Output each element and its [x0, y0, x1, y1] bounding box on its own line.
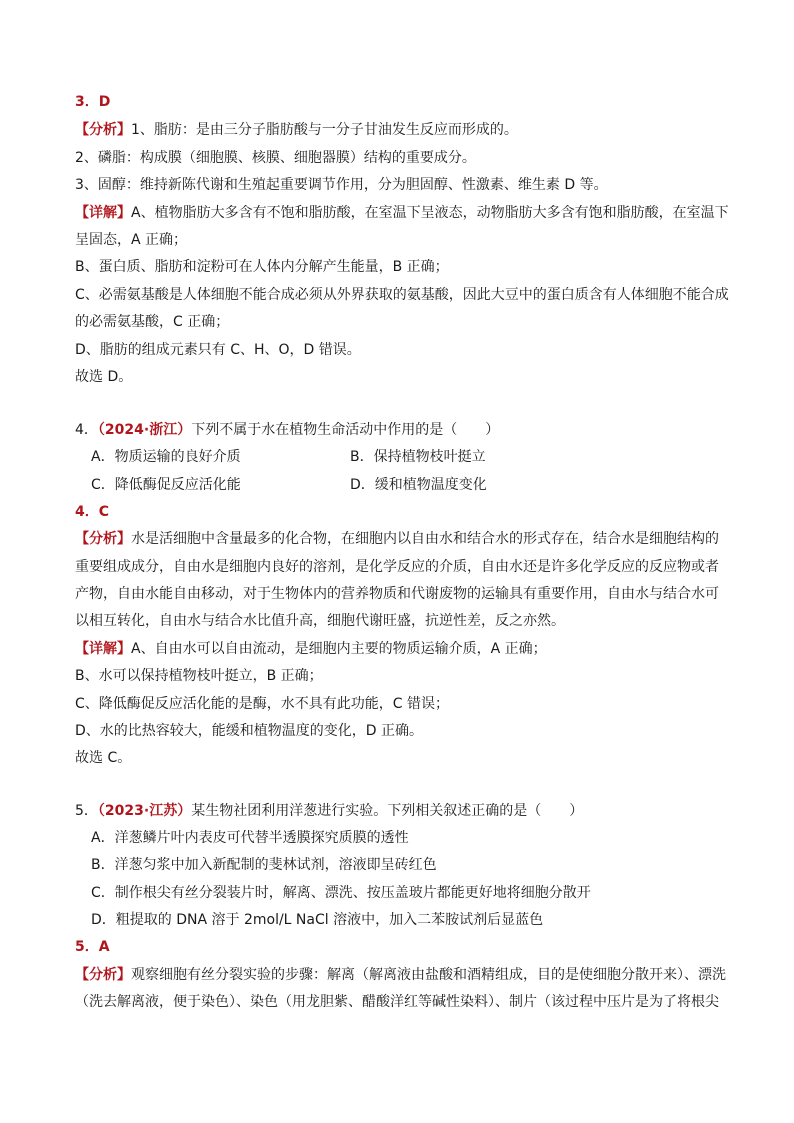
q5-stem: 某生物社团利用洋葱进行实验。下列相关叙述正确的是（ ）	[191, 803, 584, 819]
q5-option-d: D．粗提取的 DNA 溶于 2mol/L NaCl 溶液中，加入二苯胺试剂后显蓝色	[91, 912, 544, 928]
q4-source: （2024·浙江）	[97, 422, 192, 438]
analysis-text: 水是活细胞中含量最多的化合物，在细胞内以自由水和结合水的形式存在，结合水是细胞结构的	[131, 531, 719, 547]
detail-text: A、植物脂肪大多含有不饱和脂肪酸，在室温下呈液态，动物脂肪大多含有饱和脂肪酸，在室温下	[131, 205, 729, 221]
q4-option-c: C．降低酶促反应活化能	[91, 477, 241, 493]
q4-stem-line	[75, 420, 499, 440]
q3-answer: 3．D	[75, 94, 111, 110]
detail-tag: 【详解】	[75, 205, 131, 221]
q5-number: 5．	[75, 803, 98, 819]
q4-number: 4．	[75, 422, 98, 438]
q3-detail-d: D、脂肪的组成元素只有 C、H、O，D 错误。	[75, 342, 361, 358]
analysis-tag: 【分析】	[75, 122, 131, 138]
q4-conclusion: 故选 C。	[75, 750, 132, 766]
q5-option-b: B．洋葱匀浆中加入新配制的斐林试剂，溶液即呈砖红色	[91, 857, 437, 873]
q3-conclusion: 故选 D。	[75, 369, 133, 385]
q4-detail-b: B、水可以保持植物枝叶挺立，B 正确；	[75, 668, 323, 684]
q4-detail-a	[75, 639, 547, 659]
analysis-text: 观察细胞有丝分裂实验的步骤：解离（解离液由盐酸和酒精组成，目的是使细胞分散开来）、漂洗	[131, 967, 726, 983]
analysis-tag: 【分析】	[75, 531, 131, 547]
q4-detail-d: D、水的比热容较大，能缓和植物温度的变化，D 正确。	[75, 723, 424, 739]
q5-answer: 5．A	[75, 939, 110, 955]
q4-analysis-1	[75, 529, 719, 549]
q4-option-b: B．保持植物枝叶挺立	[350, 449, 486, 465]
q4-answer: 4．C	[75, 504, 110, 520]
analysis-tag: 【分析】	[75, 967, 131, 983]
q3-detail-b: B、蛋白质、脂肪和淀粉可在人体内分解产生能量，B 正确；	[75, 259, 449, 275]
q4-analysis-4: 以相互转化，自由水与结合水比值升高，细胞代谢旺盛，抗逆性差，反之亦然。	[75, 613, 565, 629]
q5-option-a: A．洋葱鳞片叶内表皮可代替半透膜探究质膜的透性	[91, 830, 409, 846]
q3-analysis-1	[75, 120, 518, 140]
detail-text: A、自由水可以自由流动，是细胞内主要的物质运输介质，A 正确；	[131, 641, 547, 657]
q4-analysis-3: 产物，自由水能自由移动，对于生物体内的营养物质和代谢废物的运输具有重要作用，自由水与结合水可	[75, 586, 719, 602]
q5-stem-line	[75, 801, 583, 821]
detail-tag: 【详解】	[75, 641, 131, 657]
q4-analysis-2: 重要组成成分，自由水是细胞内良好的溶剂，是化学反应的介质，自由水还是许多化学反应的反应物或者	[75, 559, 719, 575]
q5-source: （2023·江苏）	[97, 803, 192, 819]
q3-detail-c2: 的必需氨基酸，C 正确；	[75, 314, 230, 330]
q4-option-d: D．缓和植物温度变化	[350, 477, 487, 493]
q4-stem: 下列不属于水在植物生命活动中作用的是（ ）	[191, 422, 500, 438]
q5-option-c: C．制作根尖有丝分裂装片时，解离、漂洗、按压盖玻片都能更好地将细胞分散开	[91, 885, 591, 901]
q3-detail-a2: 呈固态，A 正确；	[75, 232, 188, 248]
q3-analysis-3: 3、固醇：维持新陈代谢和生殖起重要调节作用，分为胆固醇、性激素、维生素 D 等。	[75, 177, 608, 193]
q4-option-a: A．物质运输的良好介质	[91, 449, 241, 465]
analysis-text: 1、脂肪：是由三分子脂肪酸与一分子甘油发生反应而形成的。	[131, 122, 518, 138]
q4-detail-c: C、降低酶促反应活化能的是酶，水不具有此功能，C 错误；	[75, 696, 449, 712]
q3-analysis-2: 2、磷脂：构成膜（细胞膜、核膜、细胞器膜）结构的重要成分。	[75, 150, 476, 166]
q3-detail-c1: C、必需氨基酸是人体细胞不能合成必须从外界获取的氨基酸，因此大豆中的蛋白质含有人体细胞不能合成	[75, 287, 729, 303]
q5-analysis-1	[75, 965, 726, 985]
q3-detail-a1	[75, 203, 729, 223]
q5-analysis-2: （洗去解离液，便于染色）、染色（用龙胆紫、醋酸洋红等碱性染料）、制片（该过程中压片是为了将根尖	[75, 994, 719, 1010]
